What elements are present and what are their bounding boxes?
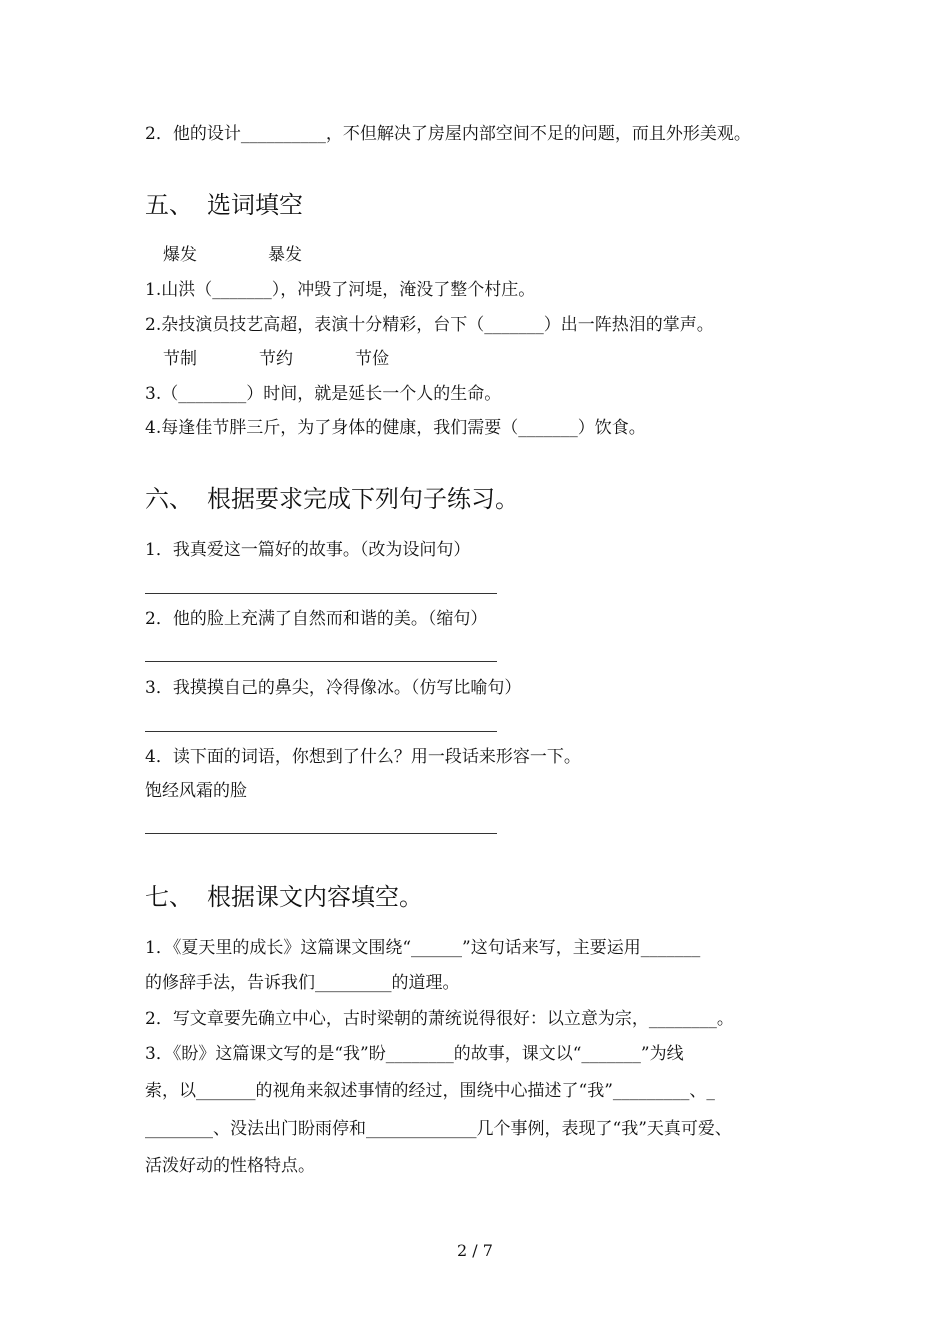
answer-line[interactable] (145, 661, 497, 662)
word-choices-2 (163, 347, 389, 371)
s5-question-3: 3.（________）时间，就是延长一个人的生命。 (145, 384, 502, 404)
section-5-heading (145, 189, 303, 221)
word-choice: 暴发 (268, 245, 302, 265)
section-6-number: 六、 (145, 485, 193, 513)
s6-question-3: 3．我摸摸自己的鼻尖，冷得像冰。（仿写比喻句） (145, 678, 522, 698)
s7-question-1-line-1: 1．《夏天里的成长》这篇课文围绕“______”这句话来写，主要运用_______ (145, 938, 701, 958)
s6-question-1: 1．我真爱这一篇好的故事。（改为设问句） (145, 540, 471, 560)
s7-question-1-line-2: 的修辞手法，告诉我们_________的道理。 (145, 973, 460, 993)
section-7-number: 七、 (145, 883, 193, 911)
section-7-title: 根据课文内容填空。 (207, 883, 423, 911)
section-5-title: 选词填空 (207, 191, 303, 219)
s7-question-3-line-2: 索，以_______的视角来叙述事情的经过，围绕中心描述了“我”_________、_ (145, 1081, 715, 1101)
answer-line[interactable] (145, 593, 497, 594)
s7-question-2: 2．写文章要先确立中心，古时梁朝的萧统说得很好：以立意为宗，________。 (145, 1009, 734, 1029)
section-5-number: 五、 (145, 191, 193, 219)
page-number: 2 / 7 (457, 1241, 493, 1260)
section-7-heading (145, 881, 423, 913)
s6-question-4: 4．读下面的词语，你想到了什么？用一段话来形容一下。 (145, 747, 581, 767)
s5-question-4: 4.每逢佳节胖三斤，为了身体的健康，我们需要（_______）饮食。 (145, 418, 646, 438)
s7-question-3-line-1: 3．《盼》这篇课文写的是“我”盼________的故事，课文以“_______”为线 (145, 1044, 684, 1064)
word-choice: 节约 (259, 349, 293, 369)
s5-question-1: 1.山洪（_______），冲毁了河堤，淹没了整个村庄。 (145, 280, 536, 300)
section-6-title: 根据要求完成下列句子练习。 (207, 485, 519, 513)
word-choices-1 (163, 243, 302, 267)
s7-question-3-line-3: ________、没法出门盼雨停和_____________几个事例，表现了“我”天真可爱、 (145, 1119, 732, 1139)
answer-line[interactable] (145, 833, 497, 834)
answer-line[interactable] (145, 731, 497, 732)
section-6-heading (145, 483, 519, 515)
s6-question-2: 2．他的脸上充满了自然而和谐的美。（缩句） (145, 609, 488, 629)
s7-question-3-line-4: 活泼好动的性格特点。 (145, 1156, 315, 1176)
s5-question-2: 2.杂技演员技艺高超，表演十分精彩，台下（_______）出一阵热泪的掌声。 (145, 315, 714, 335)
s6-question-4-phrase: 饱经风霜的脸 (145, 781, 247, 801)
s4-question-2: 2．他的设计__________，不但解决了房屋内部空间不足的问题，而且外形美观。 (145, 124, 751, 144)
word-choice: 节俭 (355, 349, 389, 369)
word-choice: 节制 (163, 349, 197, 369)
word-choice: 爆发 (163, 245, 197, 265)
